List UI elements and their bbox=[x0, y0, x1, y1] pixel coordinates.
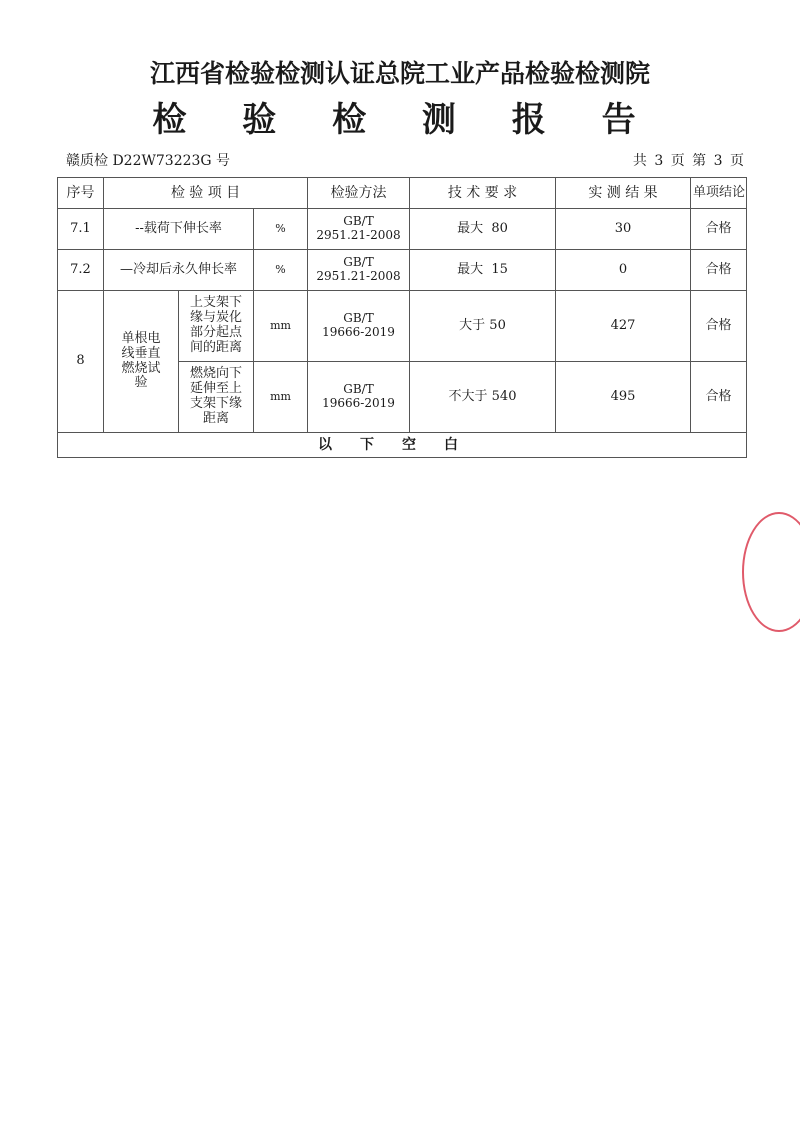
official-seal-stamp bbox=[742, 512, 800, 632]
row-conclusion: 合格 bbox=[691, 250, 747, 291]
row-conclusion: 合格 bbox=[691, 209, 747, 250]
row-requirement: 最大 80 bbox=[410, 209, 556, 250]
results-table bbox=[57, 177, 747, 458]
row-seq: 7.2 bbox=[58, 250, 104, 291]
row-seq: 7.1 bbox=[58, 209, 104, 250]
row-item-group: 单根电线垂直燃烧试验 bbox=[104, 291, 179, 433]
row-unit: mm bbox=[254, 362, 308, 433]
row-requirement: 不大于 540 bbox=[410, 362, 556, 433]
table-row bbox=[58, 291, 747, 362]
blank-below-text: 以下空白 bbox=[58, 433, 747, 458]
row-unit: mm bbox=[254, 291, 308, 362]
row-method bbox=[308, 362, 410, 433]
table-row bbox=[58, 250, 747, 291]
header-result: 实 测 结 果 bbox=[556, 178, 691, 209]
table-header-row bbox=[58, 178, 747, 209]
row-result: 495 bbox=[556, 362, 691, 433]
row-result: 30 bbox=[556, 209, 691, 250]
row-item: —冷却后永久伸长率 bbox=[104, 250, 254, 291]
method-standard: GB/T bbox=[343, 311, 374, 326]
table-row bbox=[58, 209, 747, 250]
row-subitem: 上支架下缘与炭化部分起点间的距离 bbox=[179, 291, 254, 362]
header-requirement: 技 术 要 求 bbox=[410, 178, 556, 209]
row-conclusion: 合格 bbox=[691, 362, 747, 433]
row-subitem: 燃烧向下延伸至上支架下缘距离 bbox=[179, 362, 254, 433]
report-title: 检 验 检 测 报 告 bbox=[152, 100, 658, 140]
row-requirement: 最大 15 bbox=[410, 250, 556, 291]
table-footer-row bbox=[58, 433, 747, 458]
method-standard: GB/T bbox=[343, 214, 374, 229]
header-item: 检 验 项 目 bbox=[104, 178, 308, 209]
organization-name: 江西省检验检测认证总院工业产品检验检测院 bbox=[149, 59, 650, 88]
row-method bbox=[308, 291, 410, 362]
method-number: 19666-2019 bbox=[322, 325, 395, 339]
row-method bbox=[308, 250, 410, 291]
row-unit: % bbox=[254, 209, 308, 250]
row-conclusion: 合格 bbox=[691, 291, 747, 362]
row-method bbox=[308, 209, 410, 250]
row-item: --载荷下伸长率 bbox=[104, 209, 254, 250]
page-info: 共 3 页 第 3 页 bbox=[632, 153, 744, 169]
header-method: 检验方法 bbox=[308, 178, 410, 209]
header-conclusion: 单项结论 bbox=[691, 178, 747, 209]
method-number: 2951.21-2008 bbox=[316, 269, 401, 283]
method-standard: GB/T bbox=[343, 255, 374, 270]
row-result: 427 bbox=[556, 291, 691, 362]
method-number: 19666-2019 bbox=[322, 396, 395, 410]
row-result: 0 bbox=[556, 250, 691, 291]
method-number: 2951.21-2008 bbox=[316, 228, 401, 242]
report-number: 赣质检 D22W73223G 号 bbox=[66, 153, 231, 169]
row-unit: % bbox=[254, 250, 308, 291]
method-standard: GB/T bbox=[343, 382, 374, 397]
header-seq: 序号 bbox=[58, 178, 104, 209]
row-seq: 8 bbox=[58, 291, 104, 433]
row-requirement: 大于 50 bbox=[410, 291, 556, 362]
